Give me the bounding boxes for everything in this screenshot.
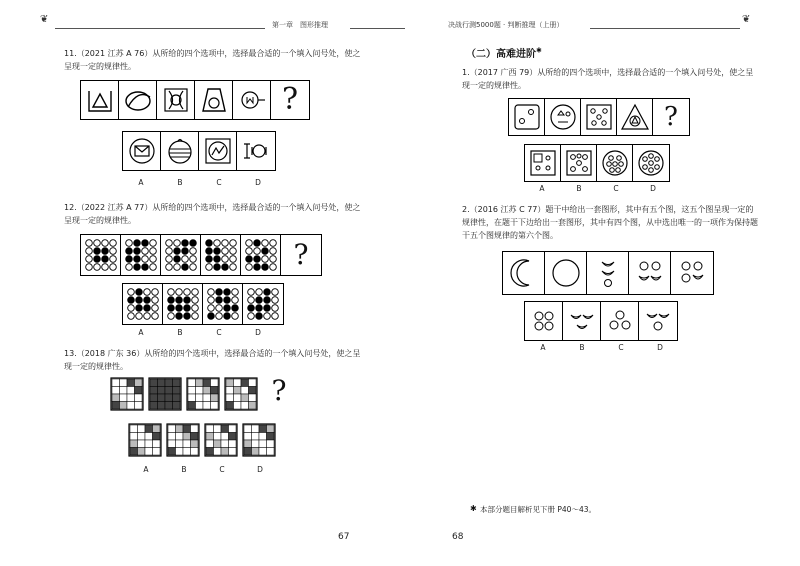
r-q2-option-a-figure[interactable] <box>525 302 563 340</box>
r-q1-stem-figure <box>509 99 545 135</box>
q11-option-c-figure[interactable] <box>199 132 237 170</box>
q13-option-label-d: D <box>257 465 263 474</box>
q13-options-strip <box>128 423 276 459</box>
r-q1-option-label-c: C <box>613 184 619 193</box>
q13-stem-strip <box>110 374 296 413</box>
q13-stem-figure <box>186 377 220 413</box>
q12-option-label-c: C <box>216 328 222 337</box>
r-q1-question-mark: ? <box>664 102 678 132</box>
q11-option-label-a: A <box>138 178 144 187</box>
q12-stem-figure <box>241 235 281 275</box>
q13-option-label-c: C <box>219 465 225 474</box>
r-q1-stem-strip <box>508 98 690 136</box>
question-1-text: 1.（2017 广西 79）从所给的四个选项中，选择最合适的一个填入问号处，使之呈现一定的规律性。 <box>462 68 754 90</box>
r-q2-stem-figure <box>629 252 671 294</box>
header-rule-right <box>590 28 740 29</box>
page-number-right: 68 <box>452 532 464 542</box>
footnote-text: 本部分题目解析见下册 P40～43。 <box>480 505 596 514</box>
q12-option-label-b: B <box>177 328 183 337</box>
r-q1-option-c-figure[interactable] <box>597 145 633 181</box>
r-q2-stem-strip <box>502 251 714 295</box>
header-book: 决战行测5000题 · 判断推理（上册） <box>448 21 564 29</box>
q12-option-a-figure[interactable] <box>123 284 163 324</box>
grid-figure <box>204 423 238 457</box>
q12-stem-strip <box>80 234 322 276</box>
r-q2-option-label-a: A <box>540 343 546 352</box>
r-q1-stem-figure <box>545 99 581 135</box>
grid-figure <box>110 377 144 411</box>
question-2-text: 2.（2016 江苏 C 77）题干中给出一套图形，其中有五个图，这五个图呈现一定的规律性，在题干下边给出一套图形，其中有四个图，从中选出唯一的一项作为保持题干五个图规律的第六个图。 <box>462 205 758 240</box>
q11-stem-strip <box>80 80 310 120</box>
question-12-text: 12.（2022 江苏 A 77）从所给的四个选项中，选择最合适的一个填入问号处，使之呈现一定的规律性。 <box>64 203 361 225</box>
q11-options-strip <box>122 131 276 171</box>
q12-stem-figure <box>201 235 241 275</box>
q13-option-d-figure[interactable] <box>242 423 276 459</box>
q12-stem-figure <box>81 235 121 275</box>
q12-option-d-figure[interactable] <box>243 284 283 324</box>
q12-question-mark: ? <box>293 238 309 271</box>
r-q2-stem-figure <box>671 252 713 294</box>
r-q2-option-label-c: C <box>618 343 624 352</box>
r-q2-stem-figure <box>545 252 587 294</box>
grid-figure <box>148 377 182 411</box>
q12-options-strip <box>122 283 284 325</box>
q12-question-cell <box>281 235 321 275</box>
q13-stem-figure <box>110 377 144 413</box>
q12-option-label-a: A <box>138 328 144 337</box>
question-13-text: 13.（2018 广东 36）从所给的四个选项中，选择最合适的一个填入问号处，使之呈现一定的规律性。 <box>64 349 361 371</box>
q11-stem-figure <box>119 81 157 119</box>
q11-option-label-d: D <box>255 178 261 187</box>
q11-stem-figure <box>233 81 271 119</box>
r-q1-option-b-figure[interactable] <box>561 145 597 181</box>
r-q1-option-label-d: D <box>650 184 656 193</box>
q12-option-b-figure[interactable] <box>163 284 203 324</box>
r-q1-option-label-b: B <box>576 184 582 193</box>
r-q2-option-label-d: D <box>657 343 663 352</box>
q13-option-c-figure[interactable] <box>204 423 238 459</box>
q11-stem-figure <box>195 81 233 119</box>
q11-stem-figure <box>157 81 195 119</box>
r-q2-option-d-figure[interactable] <box>639 302 677 340</box>
r-q1-stem-figure <box>581 99 617 135</box>
ornament-icon: ❦ <box>40 14 49 25</box>
footnote-icon: ✱ <box>470 504 477 513</box>
r-q1-stem-figure <box>617 99 653 135</box>
question-11-text: 11.（2021 江苏 A 76）从所给的四个选项中，选择最合适的一个填入问号处，使之呈现一定的规律性。 <box>64 49 361 71</box>
q13-option-label-a: A <box>143 465 149 474</box>
r-q2-stem-figure <box>503 252 545 294</box>
q11-option-label-c: C <box>216 178 222 187</box>
q12-stem-figure <box>121 235 161 275</box>
r-q2-option-c-figure[interactable] <box>601 302 639 340</box>
grid-figure <box>128 423 162 457</box>
q11-option-label-b: B <box>177 178 183 187</box>
grid-figure <box>166 423 200 457</box>
q12-option-c-figure[interactable] <box>203 284 243 324</box>
q13-option-a-figure[interactable] <box>128 423 162 459</box>
r-q1-option-label-a: A <box>539 184 545 193</box>
header-rule-mid <box>350 28 405 29</box>
header-chapter: 第一章 图形推理 <box>272 21 328 29</box>
grid-figure <box>242 423 276 457</box>
q13-option-label-b: B <box>181 465 187 474</box>
q13-stem-figure <box>148 377 182 413</box>
r-q1-options-strip <box>524 144 670 182</box>
q11-option-b-figure[interactable] <box>161 132 199 170</box>
q12-option-label-d: D <box>255 328 261 337</box>
r-q2-option-label-b: B <box>579 343 585 352</box>
r-q2-options-strip <box>524 301 678 341</box>
r-q1-option-d-figure[interactable] <box>633 145 669 181</box>
section-title: （二）高难进阶✱ <box>466 46 542 60</box>
q13-option-b-figure[interactable] <box>166 423 200 459</box>
grid-figure <box>186 377 220 411</box>
ornament-icon: ❦ <box>742 14 751 25</box>
r-q2-stem-figure <box>587 252 629 294</box>
q12-stem-figure <box>161 235 201 275</box>
grid-figure <box>224 377 258 411</box>
q13-question-mark: ? <box>271 374 287 407</box>
r-q1-option-a-figure[interactable] <box>525 145 561 181</box>
star-icon: ✱ <box>536 46 542 55</box>
r-q2-option-b-figure[interactable] <box>563 302 601 340</box>
q11-option-d-figure[interactable] <box>237 132 275 170</box>
q11-stem-figure <box>81 81 119 119</box>
page-number-left: 67 <box>338 532 350 542</box>
q11-option-a-figure[interactable] <box>123 132 161 170</box>
q13-stem-figure <box>224 377 258 413</box>
header-rule-left <box>55 28 265 29</box>
q11-question-mark: ? <box>281 82 299 117</box>
